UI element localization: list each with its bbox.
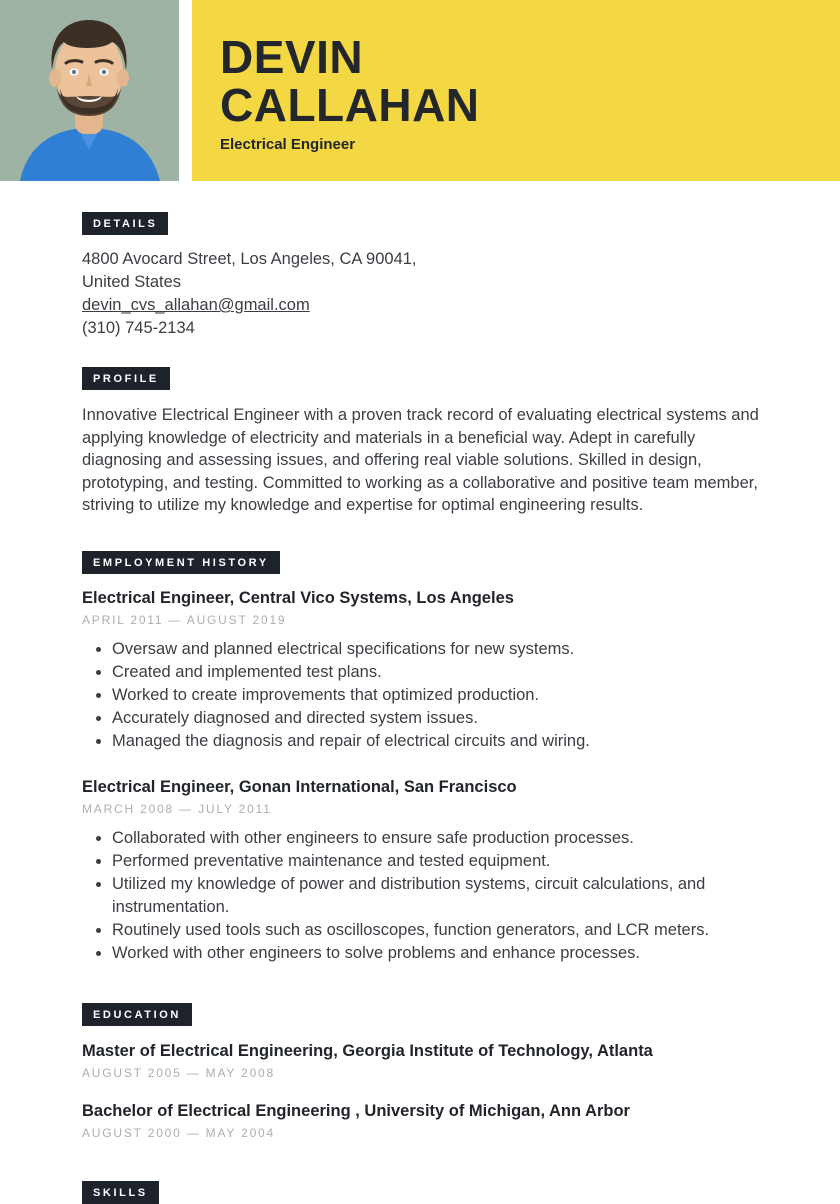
- employment-bullet: • Oversaw and planned electrical specifications for new systems.: [112, 638, 764, 661]
- profile-photo-illustration: [0, 0, 179, 181]
- details-block: [82, 248, 764, 340]
- resume-body: [0, 181, 840, 1204]
- section-employment-history: [82, 551, 764, 965]
- resume-header: [0, 0, 840, 181]
- phone-number: (310) 745-2134: [82, 319, 195, 337]
- employment-bullet: • Worked to create improvements that optimized production.: [112, 684, 764, 707]
- candidate-job-title: Electrical Engineer: [220, 136, 356, 153]
- education-entry-dates: AUGUST 2000 — MAY 2004: [82, 1125, 276, 1140]
- section-details: [82, 212, 764, 340]
- employment-bullet: • Accurately diagnosed and directed system issues.: [112, 707, 764, 730]
- skills-section-label: SKILLS: [82, 1181, 159, 1204]
- employment-bullet: • Routinely used tools such as oscilloscopes, function generators, and LCR meters.: [112, 919, 764, 942]
- employment-section-label: EMPLOYMENT HISTORY: [82, 551, 280, 574]
- employment-bullet: • Managed the diagnosis and repair of electrical circuits and wiring.: [112, 730, 764, 753]
- employment-bullet-list: [82, 827, 764, 965]
- yellow-banner: [192, 0, 840, 181]
- candidate-name: [220, 33, 820, 129]
- section-skills: [82, 1181, 764, 1204]
- education-entry: [82, 1042, 764, 1080]
- employment-entry-title: Electrical Engineer, Central Vico Systems, Los Angeles: [82, 588, 514, 607]
- education-entry-dates: AUGUST 2005 — MAY 2008: [82, 1065, 276, 1080]
- candidate-last-name: CALLAHAN: [220, 79, 480, 131]
- employment-entry-dates: APRIL 2011 — AUGUST 2019: [82, 612, 287, 627]
- employment-bullet: • Performed preventative maintenance and tested equipment.: [112, 850, 764, 873]
- employment-bullet: • Utilized my knowledge of power and distribution systems, circuit calculations, and instrumentation.: [112, 873, 764, 919]
- candidate-first-name: DEVIN: [220, 31, 364, 83]
- employment-bullet: • Collaborated with other engineers to ensure safe production processes.: [112, 827, 764, 850]
- education-entry-title: Bachelor of Electrical Engineering , University of Michigan, Ann Arbor: [82, 1101, 630, 1120]
- employment-entry: [82, 589, 764, 753]
- profile-section-label: PROFILE: [82, 367, 170, 390]
- section-education: [82, 1003, 764, 1140]
- details-section-label: DETAILS: [82, 212, 168, 235]
- header-divider-gap: [179, 0, 192, 181]
- email-link[interactable]: devin_cvs_allahan@gmail.com: [82, 296, 310, 314]
- employment-bullet-list: [82, 638, 764, 753]
- profile-summary: Innovative Electrical Engineer with a proven track record of evaluating electrical systems and applying knowledge of electricity and materials in a beneficial way. Adept in carefully diagnosing and assessing issues, and offering real viable solutions. Skilled in design, prototyping, and testing. Committed to working as a collaborative and positive team member, striving to utilize my knowledge and expertise for optimal engineering results.: [82, 406, 759, 514]
- employment-entry: [82, 778, 764, 965]
- section-profile: [82, 367, 764, 517]
- employment-entry-dates: MARCH 2008 — JULY 2011: [82, 801, 272, 816]
- education-entry-title: Master of Electrical Engineering, Georgia Institute of Technology, Atlanta: [82, 1041, 653, 1060]
- address-line-1: 4800 Avocard Street, Los Angeles, CA 90041,: [82, 250, 417, 268]
- education-section-label: EDUCATION: [82, 1003, 192, 1026]
- employment-entry-title: Electrical Engineer, Gonan International, San Francisco: [82, 777, 517, 796]
- employment-bullet: • Created and implemented test plans.: [112, 661, 764, 684]
- employment-bullet: • Worked with other engineers to solve problems and enhance processes.: [112, 942, 764, 965]
- education-entry: [82, 1102, 764, 1140]
- address-line-2: United States: [82, 273, 182, 291]
- profile-photo: [0, 0, 179, 181]
